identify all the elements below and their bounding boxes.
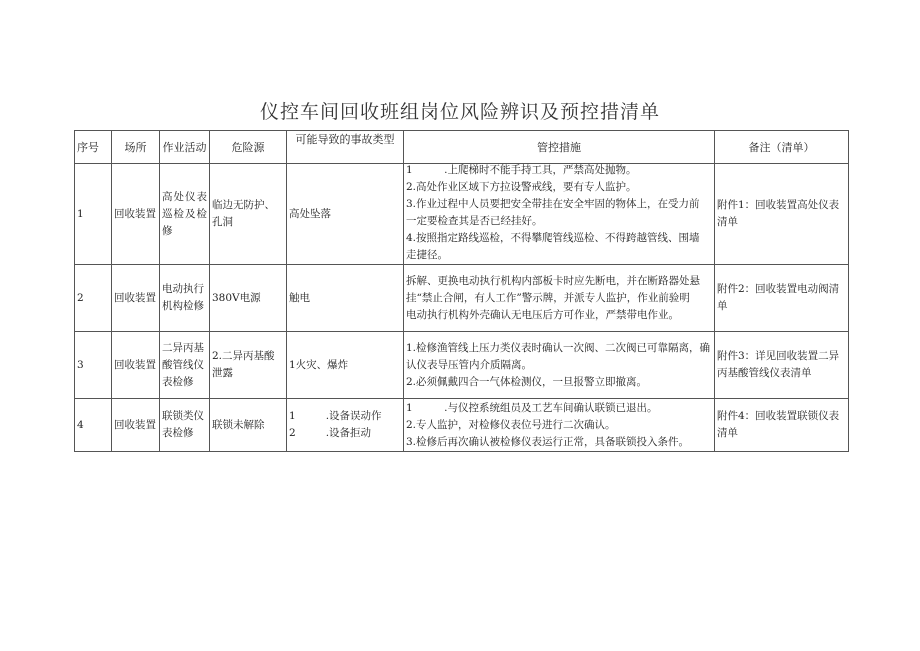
measure-line: 3.检修后再次确认被检修仪表运行正常，具备联锁投入条件。 (406, 435, 690, 448)
measure-line: 挂“禁止合闸，有人工作”警示牌，并派专人监护，作业前验明 (406, 291, 690, 304)
row-seq: 3 (75, 332, 112, 399)
measure-line: 1.检修渔管线上压力类仪表时确认一次阀、二次阀已可靠隔离，确 (406, 341, 711, 354)
row-measures (404, 332, 715, 399)
header-place: 场所 (112, 131, 160, 164)
row-measures (404, 399, 715, 452)
page-title: 仪控车间回收班组岗位风险辨识及预控措清单 (259, 101, 660, 123)
row-hazard: 联锁未解除 (210, 399, 287, 452)
table-row (75, 164, 849, 265)
header-accident: 可能导致的事故类型 (287, 131, 404, 164)
accident-line: 1 .设备误动作 (289, 410, 382, 422)
table-row (75, 265, 849, 332)
row-remark: 附件2：回收装置电动阀清单 (715, 265, 849, 332)
measure-line: 走捷径。 (406, 249, 448, 261)
measure-line: 拆解、更换电动执行机构内部板卡时应先断电，并在断路器处悬 (406, 274, 700, 287)
measure-line: 2.必须佩戴四合一气体检测仪，一旦报警立即撤离。 (406, 375, 648, 388)
header-measures: 管控措施 (404, 131, 715, 164)
row-activity: 电动执行机构检修 (160, 265, 210, 332)
risk-table (74, 130, 849, 452)
row-remark: 附件3：详见回收装置二异丙基酸管线仪表清单 (715, 332, 849, 399)
accident-line: 2 .设备拒动 (289, 427, 372, 439)
row-accident: 触电 (287, 265, 404, 332)
row-measures (404, 164, 715, 265)
measure-line: 1 .与仪控系统组员及工艺车间确认联锁已退出。 (406, 401, 658, 414)
header-hazard: 危险源 (210, 131, 287, 164)
row-activity: 联锁类仪表检修 (160, 399, 210, 452)
measure-line: 4.按照指定路线巡检，不得攀爬管线巡检、不得跨越管线、围墙 (406, 232, 700, 244)
row-place: 回收装置 (112, 332, 160, 399)
row-remark: 附件4：回收装置联锁仪表清单 (715, 399, 849, 452)
row-seq: 1 (75, 164, 112, 265)
measure-line: 1 .上爬梯时不能手持工具，严禁高处抛物。 (406, 164, 637, 176)
row-accident: 高处坠落 (287, 164, 404, 265)
row-hazard: 380V电源 (210, 265, 287, 332)
table-row (75, 399, 849, 452)
header-activity: 作业活动 (160, 131, 210, 164)
measure-line: 3.作业过程中人员要把安全带挂在安全牢固的物体上，在受力前 (406, 198, 700, 210)
row-hazard: 2.二异丙基酸泄露 (210, 332, 287, 399)
row-place: 回收装置 (112, 265, 160, 332)
measure-line: 电动执行机构外壳确认无电压后方可作业，严禁带电作业。 (406, 308, 679, 321)
measure-line: 2.高处作业区域下方拉设警戒线，要有专人监护。 (406, 181, 637, 193)
measure-line: 认仪表导压管内介质隔离。 (406, 358, 532, 371)
row-activity: 二异丙基酸管线仪表检修 (160, 332, 210, 399)
row-activity: 高处仪表巡检及检修 (160, 164, 210, 265)
row-hazard: 临边无防护、孔洞 (210, 164, 287, 265)
header-seq: 序号 (75, 131, 112, 164)
row-seq: 2 (75, 265, 112, 332)
table-row (75, 332, 849, 399)
measure-line: 2.专人监护，对检修仪表位号进行二次确认。 (406, 418, 616, 431)
row-accident (287, 399, 404, 452)
row-accident: 1火灾、爆炸 (287, 332, 404, 399)
row-place: 回收装置 (112, 399, 160, 452)
row-remark: 附件1：回收装置高处仪表清单 (715, 164, 849, 265)
row-seq: 4 (75, 399, 112, 452)
row-place: 回收装置 (112, 164, 160, 265)
table-header-row (75, 131, 849, 164)
row-measures (404, 265, 715, 332)
measure-line: 一定要检查其是否已经挂好。 (406, 215, 543, 227)
header-remark: 备注（清单） (715, 131, 849, 164)
